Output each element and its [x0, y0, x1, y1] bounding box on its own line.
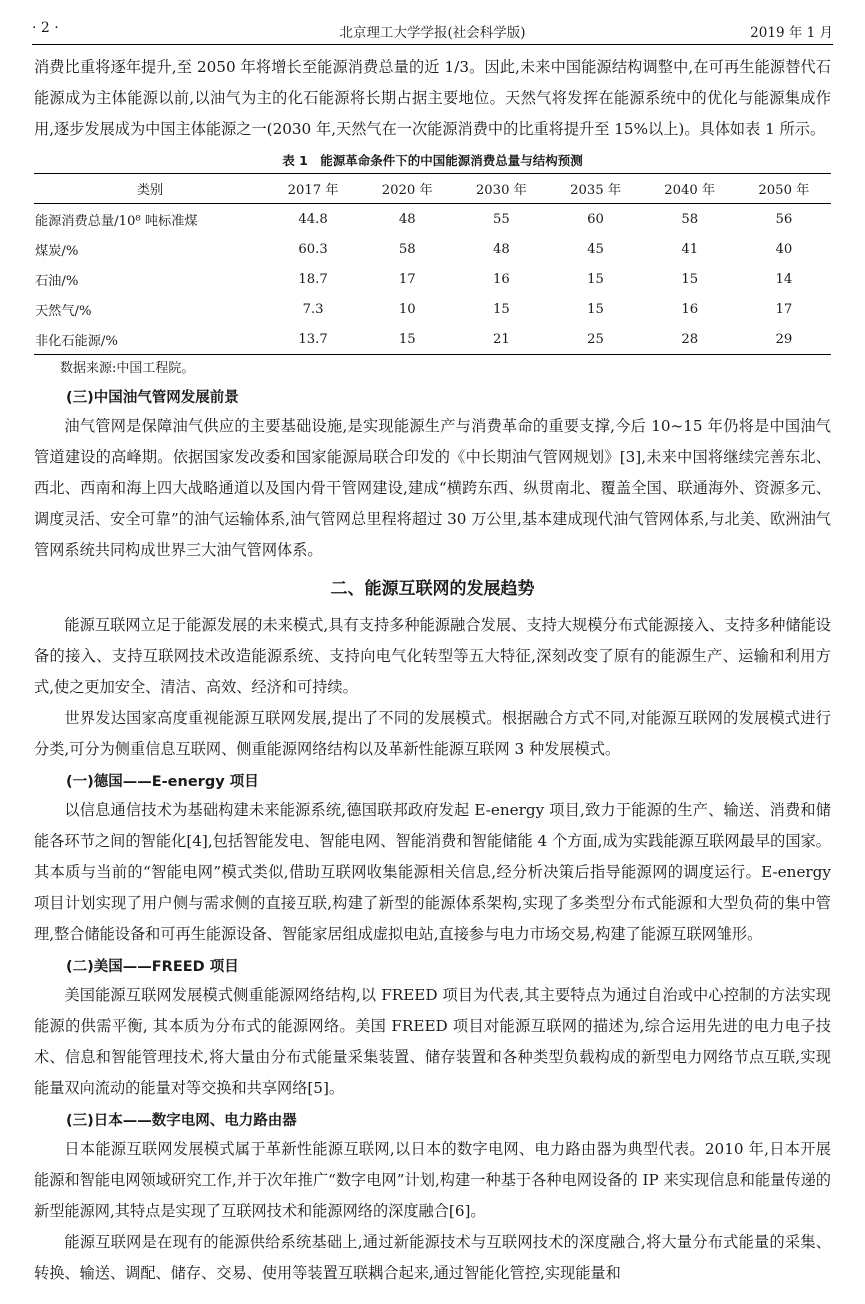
table-cell: 16	[681, 301, 699, 317]
table-cell: 55	[493, 211, 510, 227]
section-heading-pipeline: (三)中国油气管网发展前景	[66, 390, 239, 406]
column-header: 2050 年	[758, 183, 810, 198]
row-label: 石油/%	[35, 273, 79, 289]
table-cell: 21	[493, 331, 510, 347]
paragraph: 以信息通信技术为基础构建未来能源系统,德国联邦政府发起 E-energy 项目,致力于能源的生产、输送、消费和储能各环节之间的智能化[4],包括智能发电、智能电网、智能消费和智能储能 4 个方面,成为实践能源互联网最早的国家。其本质与当前的“智能电网”模式类似,借助互联网收集能源相关信息,经分析决策后指导能源网的调度运行。E-energy 项目计划实现了用户侧与需求侧的直接互联,构建了新型的能源体系架构,实现了多类型分布式能源和大型负荷的集中管理,整合储能设备和可再生能源设备、智能家居组成虚拟电站,直接参与电力市场交易,构建了能源互联网雏形。	[34, 801, 831, 943]
column-header: 2040 年	[664, 183, 716, 198]
table-cell: 15	[587, 271, 604, 287]
table-cell: 15	[681, 271, 699, 287]
table-cell: 48	[398, 211, 416, 227]
paragraph: 油气管网是保障油气供应的主要基础设施,是实现能源生产与消费革命的重要支撑,今后 10~15 年仍将是中国油气管道建设的高峰期。依据国家发改委和国家能源局联合印发的《中长期油气管网规划》[3],未来中国将继续完善东北、西北、西南和海上四大战略通道以及国内骨干管网建设,建成“横跨东西、纵贯南北、覆盖全国、联通海外、资源多元、调度灵活、安全可靠”的油气运输体系,油气管网总里程将超过 30 万公里,基本建成现代油气管网体系,与北美、欧洲油气管网系统共同构成世界三大油气管网体系。	[34, 417, 831, 559]
section-heading-trend: 二、能源互联网的发展趋势	[330, 579, 535, 599]
page-header	[32, 18, 833, 45]
paragraph: 能源互联网立足于能源发展的未来模式,具有支持多种能源融合发展、支持大规模分布式能源接入、支持多种储能设备的接入、支持互联网技术改造能源系统、支持向电气化转型等五大特征,深刻改变了原有的能源生产、运输和利用方式,使之更加安全、清洁、高效、经济和可持续。	[34, 616, 831, 696]
table-cell: 40	[775, 241, 793, 257]
table-cell: 18.7	[298, 271, 328, 287]
table-cell: 16	[493, 271, 510, 287]
table-cell: 29	[775, 331, 793, 347]
table-cell: 48	[493, 241, 510, 257]
paragraph: 美国能源互联网发展模式侧重能源网络结构,以 FREED 项目为代表,其主要特点为通过自治或中心控制的方法实现能源的供需平衡, 其本质为分布式的能源网络。美国 FREED 项目对能源互联网的描述为,综合运用先进的电力电子技术、信息和智能管理技术,将大量由分布式能量采集装置、储存装置和各种类型负载构成的新型电力网络节点互联,实现能量双向流动的能量对等交换和共享网络[5]。	[34, 986, 831, 1097]
energy-forecast-table	[34, 173, 831, 355]
paragraph: 世界发达国家高度重视能源互联网发展,提出了不同的发展模式。根据融合方式不同,对能源互联网的发展模式进行分类,可分为侧重信息互联网、侧重能源网络结构以及革新性能源互联网 3 种发展模式。	[34, 709, 831, 758]
section-heading-japan: (三)日本——数字电网、电力路由器	[66, 1113, 297, 1129]
table-cell: 10	[398, 301, 416, 317]
issue-date: 2019 年 1 月	[750, 25, 833, 41]
paragraph: 消费比重将逐年提升,至 2050 年将增长至能源消费总量的近 1/3。因此,未来中国能源结构调整中,在可再生能源替代石能源成为主体能源以前,以油气为主的化石能源将长期占据主要地位。天然气将发挥在能源系统中的优化与能源集成作用,逐步发展成为中国主体能源之一(2030 年,天然气在一次能源消费中的比重将提升至 15%以上)。具体如表 1 所示。	[34, 58, 831, 138]
row-label: 非化石能源/%	[35, 333, 118, 349]
table-cell: 56	[775, 211, 793, 227]
table-cell: 41	[681, 241, 699, 257]
table-cell: 15	[398, 331, 416, 347]
table-cell: 60.3	[298, 241, 328, 257]
paragraph: 日本能源互联网发展模式属于革新性能源互联网,以日本的数字电网、电力路由器为典型代表。2010 年,日本开展能源和智能电网领域研究工作,并于次年推广“数字电网”计划,构建一种基于各种电网设备的 IP 来实现信息和能量传递的新型能源网,其特点是实现了互联网技术和能源网络的深度融合[6]。	[34, 1140, 831, 1220]
table-row	[34, 294, 831, 324]
table-cell: 15	[493, 301, 510, 317]
table-cell: 17	[398, 271, 416, 287]
column-header: 类别	[136, 183, 164, 198]
column-header: 2030 年	[475, 183, 527, 198]
paragraph: 能源互联网是在现有的能源供给系统基础上,通过新能源技术与互联网技术的深度融合,将大量分布式能量的采集、转换、输送、调配、储存、交易、使用等装置互联耦合起来,通过智能化管控,实现能量和	[34, 1233, 831, 1282]
table-cell: 60	[587, 211, 604, 227]
row-label: 煤炭/%	[35, 243, 79, 259]
row-label: 能源消费总量/10⁸ 吨标准煤	[35, 213, 198, 229]
table-cell: 15	[587, 301, 604, 317]
section-heading-usa: (二)美国——FREED 项目	[66, 959, 239, 975]
table-cell: 28	[681, 331, 699, 347]
table-row	[34, 264, 831, 294]
table-cell: 17	[775, 301, 793, 317]
column-header: 2020 年	[381, 183, 433, 198]
table-caption: 表 1 能源革命条件下的中国能源消费总量与结构预测	[282, 153, 583, 168]
table-cell: 7.3	[302, 301, 324, 317]
table-cell: 45	[587, 241, 604, 257]
page-number: · 2 ·	[32, 20, 59, 36]
journal-title: 北京理工大学学报(社会科学版)	[339, 25, 526, 41]
table-row	[34, 234, 831, 264]
column-header: 2035 年	[570, 183, 622, 198]
section-heading-germany: (一)德国——E-energy 项目	[66, 774, 259, 790]
table-header-row	[34, 174, 831, 204]
table-source-note: 数据来源:中国工程院。	[60, 361, 195, 376]
table-cell: 58	[398, 241, 416, 257]
column-header: 2017 年	[287, 183, 339, 198]
table-cell: 44.8	[298, 211, 328, 227]
table-cell: 14	[775, 271, 793, 287]
table-cell: 25	[587, 331, 604, 347]
table-row	[34, 324, 831, 355]
table-cell: 13.7	[298, 331, 328, 347]
row-label: 天然气/%	[35, 303, 92, 319]
table-row	[34, 204, 831, 235]
table-cell: 58	[681, 211, 699, 227]
article-body	[34, 52, 831, 1289]
